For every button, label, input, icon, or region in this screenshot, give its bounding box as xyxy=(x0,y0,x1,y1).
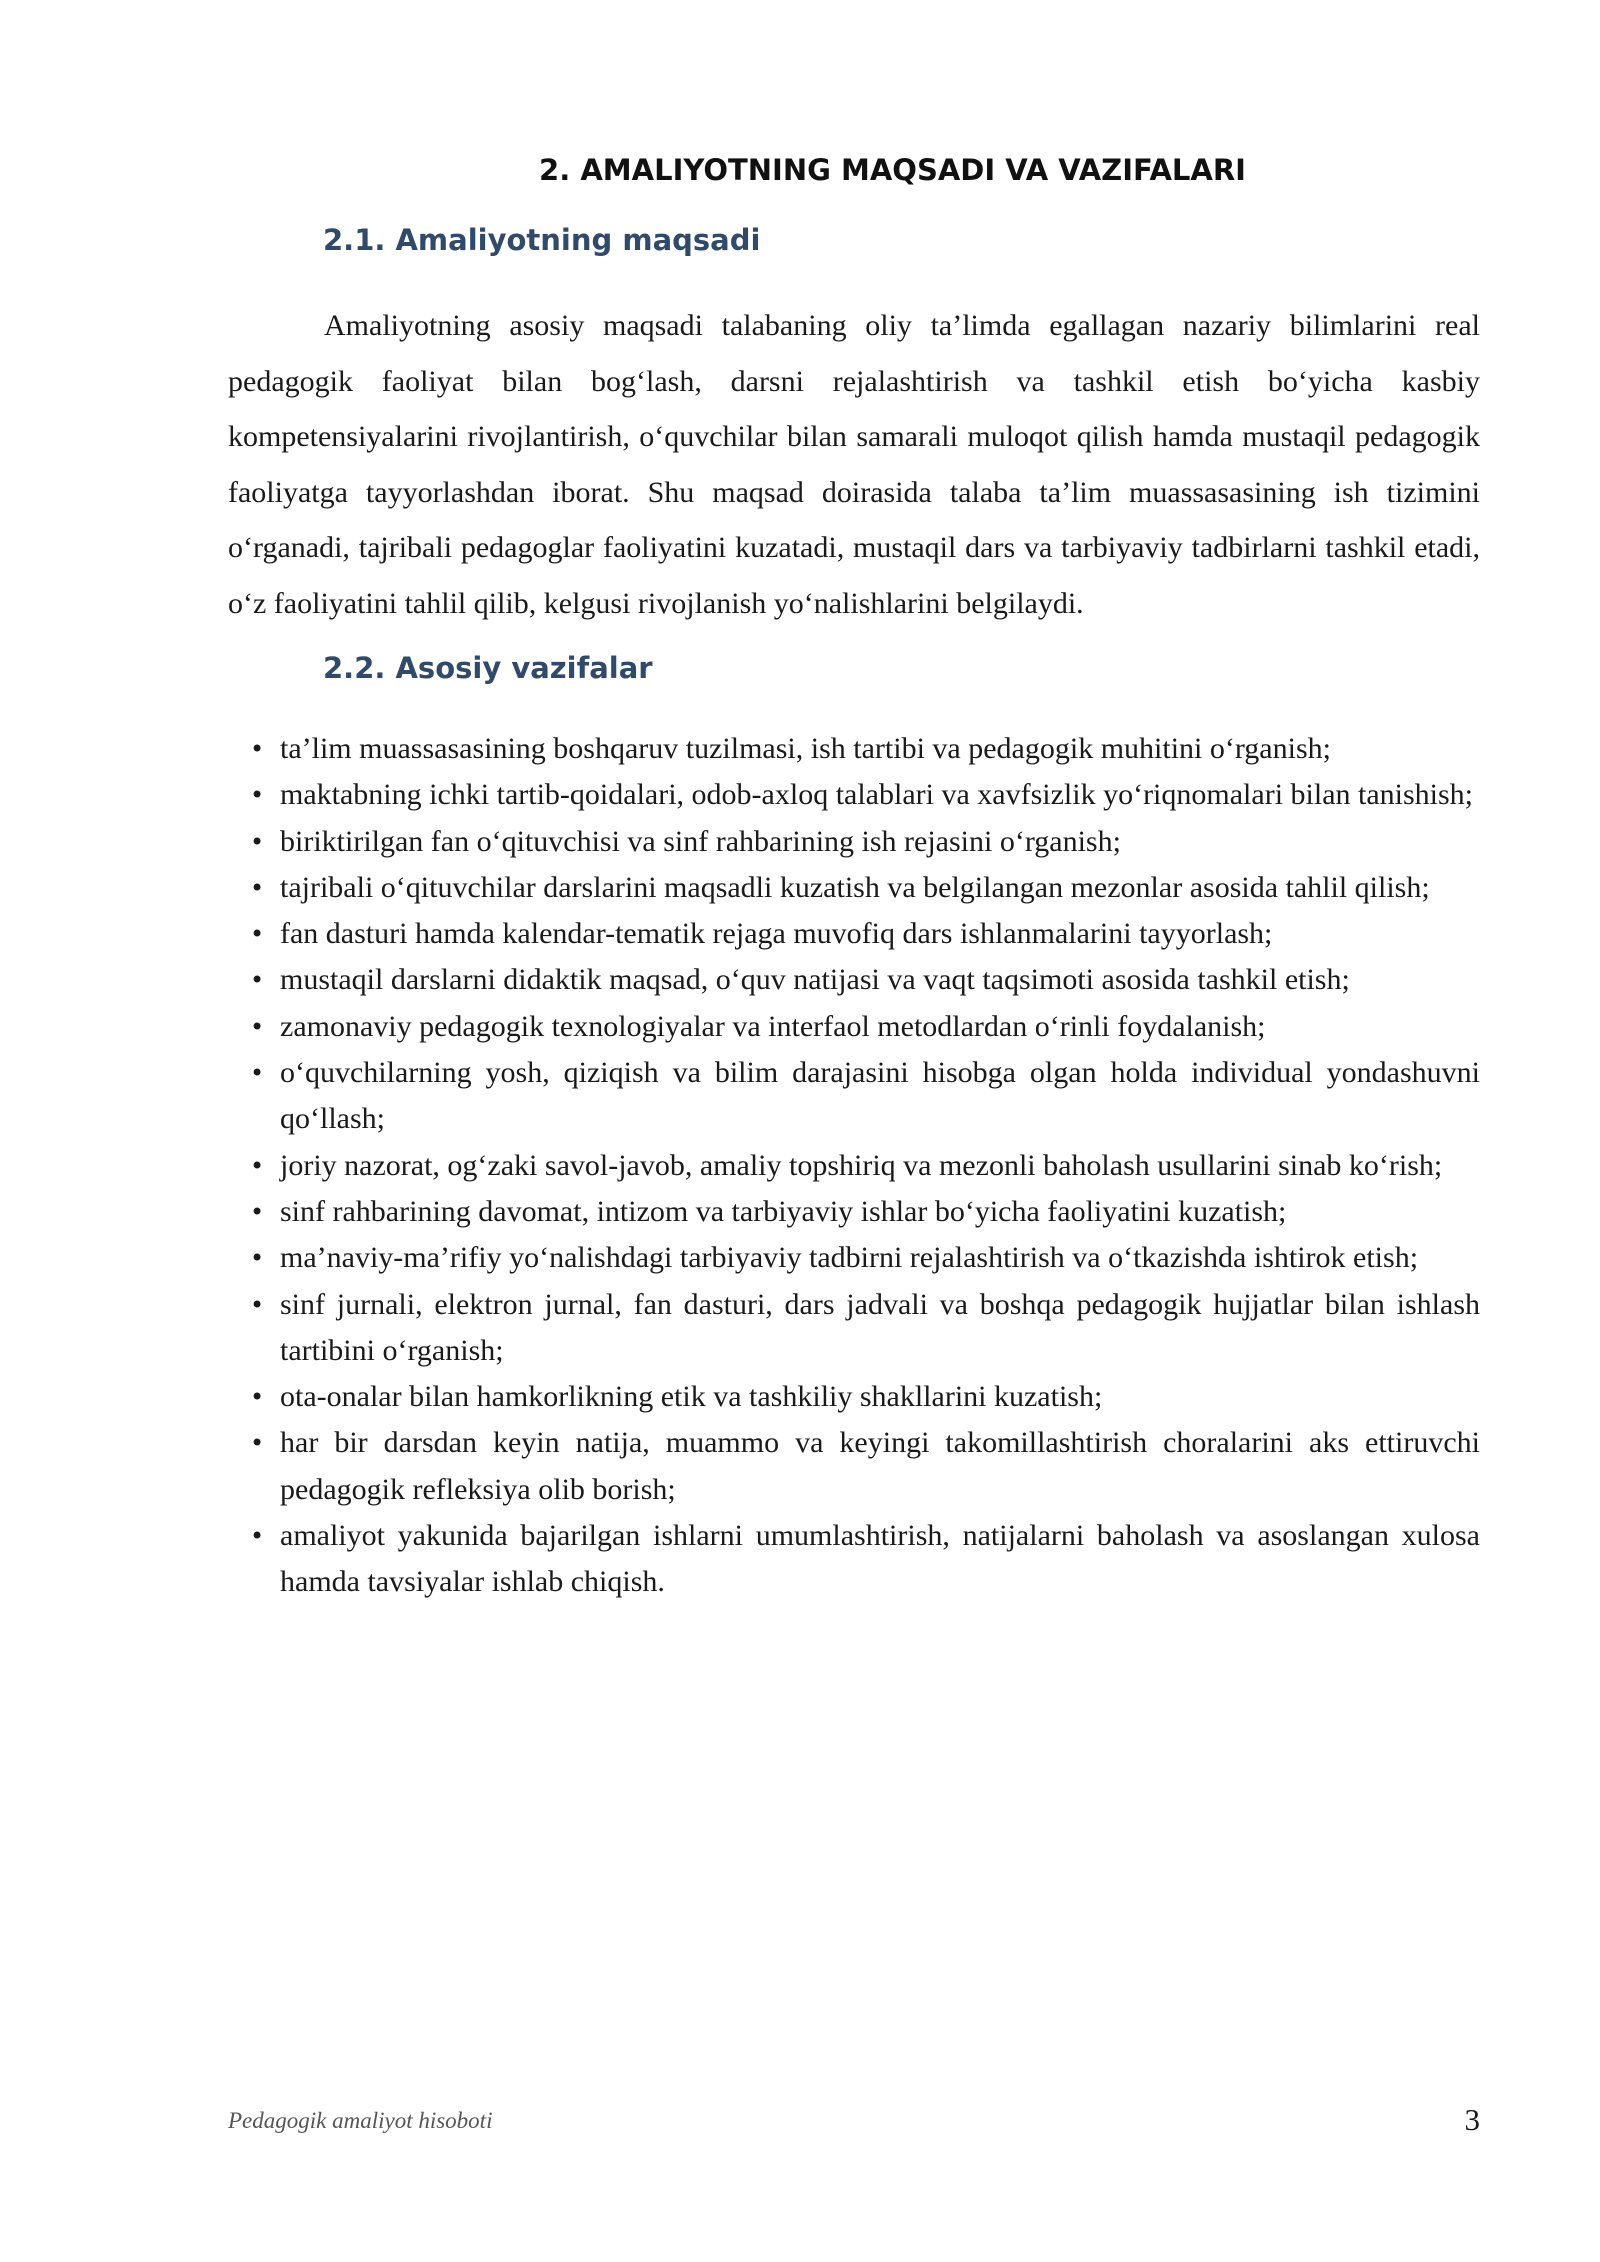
list-item-text: joriy nazorat, og‘zaki savol-javob, amaliy topshiriq va mezonli baholash usullarini sinab ko‘rish; xyxy=(280,1148,1443,1182)
list-item xyxy=(248,957,1480,1003)
list-item-text: har bir darsdan keyin natija, muammo va keyingi takomillashtirish choralarini aks ettiruvchi pedagogik refleksiya olib borish; xyxy=(280,1426,1480,1506)
bullet-icon: • xyxy=(250,1012,265,1041)
list-item xyxy=(248,1189,1480,1235)
list-item xyxy=(248,1420,1480,1513)
bullet-icon: • xyxy=(250,735,265,763)
task-list xyxy=(248,726,1480,1606)
bullet-icon: • xyxy=(250,1383,265,1412)
list-item xyxy=(248,1374,1480,1420)
bullet-icon: • xyxy=(250,827,265,856)
list-item xyxy=(248,911,1480,957)
list-item xyxy=(248,865,1480,911)
list-item-text: ota-onalar bilan hamkorlikning etik va tashkiliy shakllarini kuzatish; xyxy=(280,1380,1103,1414)
list-item xyxy=(248,1050,1480,1143)
goal-paragraph: Amaliyotning asosiy maqsadi talabaning oliy ta’limda egallagan nazariy bilimlarini real pedagogik faoliyat bilan bog‘lash, darsni rejalashtirish va tashkil etish bo‘yicha kasbiy kompetensiyalarini rivojlantirish, o‘quvchilar bilan samarali muloqot qilish hamda mustaqil pedagogik faoliyatga tayyorlashdan iborat. Shu maqsad doirasida talaba ta’lim muassasasining ish tizimini o‘rganadi, tajribali pedagoglar faoliyatini kuzatadi, mustaqil dars va tarbiyaviy tadbirlarni tashkil etadi, o‘z faoliyatini tahlil qilib, kelgusi rivojlanish yo‘nalishlarini belgilaydi. xyxy=(228,309,1480,620)
list-item xyxy=(248,726,1480,772)
bullet-icon: • xyxy=(250,1429,265,1458)
list-item-text: tajribali o‘qituvchilar darslarini maqsadli kuzatish va belgilangan mezonlar asosida tahlil qilish; xyxy=(280,870,1430,904)
list-item-text: maktabning ichki tartib-qoidalari, odob-axloq talablari va xavfsizlik yo‘riqnomalari bilan tanishish; xyxy=(280,778,1474,812)
list-item-text: biriktirilgan fan o‘qituvchisi va sinf rahbarining ish rejasini o‘rganish; xyxy=(280,824,1121,858)
subsection-tasks-heading: 2.2. Asosiy vazifalar xyxy=(323,651,653,685)
bullet-icon: • xyxy=(250,1151,265,1180)
list-item xyxy=(248,1004,1480,1050)
list-item xyxy=(248,1513,1480,1606)
list-item-text: fan dasturi hamda kalendar-tematik rejaga muvofiq dars ishlanmalarini tayyorlash; xyxy=(280,917,1273,951)
list-item xyxy=(248,819,1480,865)
bullet-icon: • xyxy=(250,781,265,810)
list-item-text: sinf rahbarining davomat, intizom va tarbiyaviy ishlar bo‘yicha faoliyatini kuzatish; xyxy=(280,1194,1287,1228)
bullet-icon: • xyxy=(250,920,265,949)
list-item-text: ta’lim muassasasining boshqaruv tuzilmasi, ish tartibi va pedagogik muhitini o‘rganish; xyxy=(280,732,1331,765)
subsection-goal-heading: 2.1. Amaliyotning maqsadi xyxy=(323,223,761,257)
bullet-icon: • xyxy=(250,873,265,902)
list-item-text: ma’naviy-ma’rifiy yo‘nalishdagi tarbiyaviy tadbirni rejalashtirish va o‘tkazishda ishtirok etish; xyxy=(280,1241,1419,1275)
list-item xyxy=(248,1143,1480,1189)
list-item-text: amaliyot yakunida bajarilgan ishlarni umumlashtirish, natijalarni baholash va asoslangan xulosa hamda tavsiyalar ishlab chiqish. xyxy=(280,1519,1480,1599)
list-item xyxy=(248,772,1480,818)
bullet-icon: • xyxy=(250,1290,265,1319)
list-item-text: mustaqil darslarni didaktik maqsad, o‘quv natijasi va vaqt taqsimoti asosida tashkil etish; xyxy=(280,963,1350,997)
list-item-text: sinf jurnali, elektron jurnal, fan dasturi, dars jadvali va boshqa pedagogik hujjatlar bilan ishlash tartibini o‘rganish; xyxy=(280,1287,1480,1367)
footer-report-name: Pedagogik amaliyot hisoboti xyxy=(228,2108,493,2133)
bullet-icon: • xyxy=(250,1197,265,1226)
list-item-text: o‘quvchilarning yosh, qiziqish va bilim darajasini hisobga olgan holda individual yondashuvni qo‘llash; xyxy=(280,1056,1480,1136)
bullet-icon: • xyxy=(250,966,265,995)
page-number: 3 xyxy=(1464,2102,1480,2137)
bullet-icon: • xyxy=(250,1059,265,1088)
list-item xyxy=(248,1235,1480,1281)
list-item-text: zamonaviy pedagogik texnologiyalar va interfaol metodlardan o‘rinli foydalanish; xyxy=(280,1009,1266,1043)
section-title: 2. AMALIYOTNING MAQSADI VA VAZIFALARI xyxy=(539,153,1246,187)
list-item xyxy=(248,1282,1480,1375)
bullet-icon: • xyxy=(250,1244,265,1273)
bullet-icon: • xyxy=(250,1522,265,1551)
